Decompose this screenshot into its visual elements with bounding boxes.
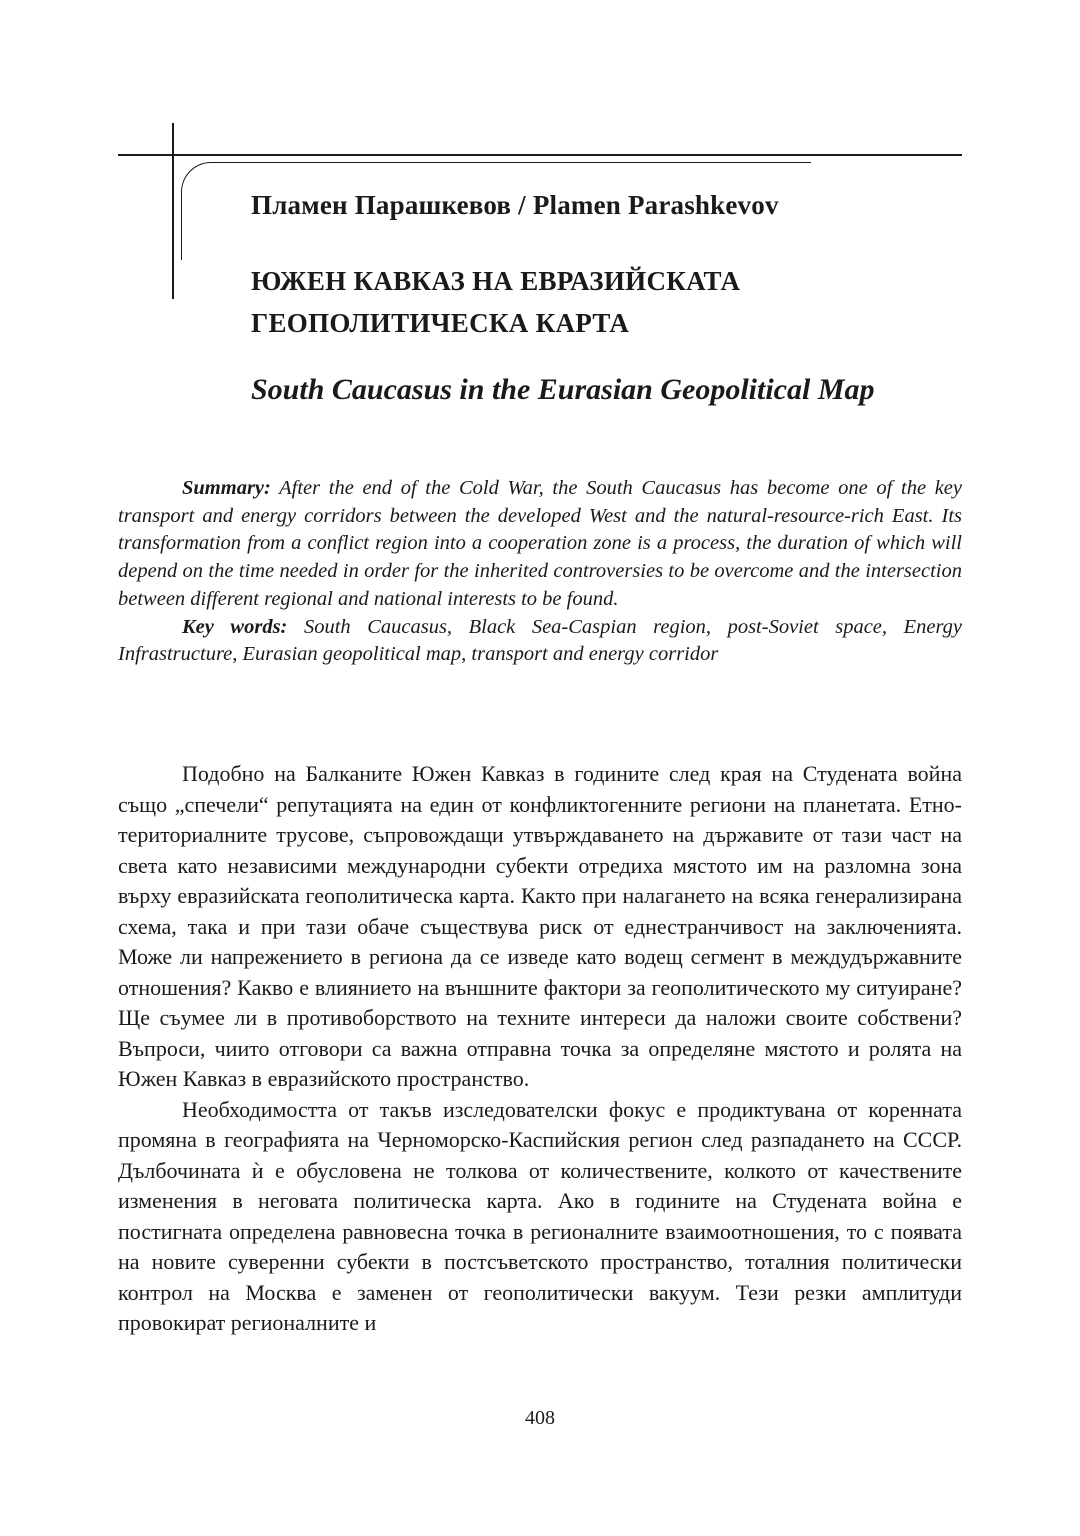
header-rule-vertical [172,123,174,299]
summary-paragraph [118,475,962,614]
page-number: 408 [525,1407,555,1429]
author-name: Пламен Парашкевов / Plamen Parashkevov [251,190,779,220]
title-line-1: ЮЖЕН КАВКАЗ НА ЕВРАЗИЙСКАТА [251,266,741,296]
summary-label: Summary: [182,477,271,499]
header-rule-horizontal [118,154,962,156]
keywords-label: Key words: [182,615,288,638]
body-paragraph-2: Необходимостта от такъв изследователски фокус е продиктувана от коренната промяна в географията на Черноморско-Каспийския регион след разпадането на СССР. Дълбочината ѝ е обусловена не толкова от количествените, колкото от качествените изменения в неговата политическа карта. Ако в годините на Студената война е постигната определена равновесна точка в регионалните взаимоотношения, то с появата на новите суверенни субекти в постсъветското пространство, тоталния политически контрол на Москва е заменен от геополитически вакуум. Тези резки амплитуди провокират регионалните и [118,1096,962,1335]
body-paragraph-1: Подобно на Балканите Южен Кавказ в годините след края на Студената война също „спечели“ репутацията на един от конфликтогенните региони на планетата. Етно-териториалните трусове, съпровождащи утвърждаването на държавите от тази част на света като независими международни субекти отредиха мястото им на разломна зона върху евразийската геополитическа карта. Както при налагането на всяка генерализирана схема, така и при тази обаче съществува риск от еднестранчивост на заключенията. Може ли напрежението в региона да се изведе като водещ сегмент в междудържавните отношения? Какво е влиянието на външните фактори за геополитическото му ситуиране? Ще съумее ли в противоборството на техните интереси да наложи своите собствени? Въпроси, чиито отговори са важна отправна точка за определяне мястото и ролята на Южен Кавказ в евразийското пространство. [118,761,962,1091]
abstract-block [118,475,962,669]
title-line-2: ГЕОПОЛИТИЧЕСКА КАРТА [251,308,630,338]
summary-text: After the end of the Cold War, the South Caucasus has become one of the key transport and energy corridors between the developed West and the natural-resource-rich East. Its transformation from a conflict region into a cooperation zone is a process, the duration of which will depend on the time needed in order for the inherited controversies to be overcome and the intersection between different regional and national interests to be found. [118,477,962,610]
article-body [118,759,962,1339]
article-title-bulgarian [251,260,740,344]
keywords-text: South Caucasus, Black Sea-Caspian region, post-Soviet space, Energy Infrastructure, Eurasian geopolitical map, transport and energy corridor [118,615,963,666]
article-title-english: South Caucasus in the Eurasian Geopolitical Map [251,373,875,406]
keywords-paragraph [118,614,962,669]
